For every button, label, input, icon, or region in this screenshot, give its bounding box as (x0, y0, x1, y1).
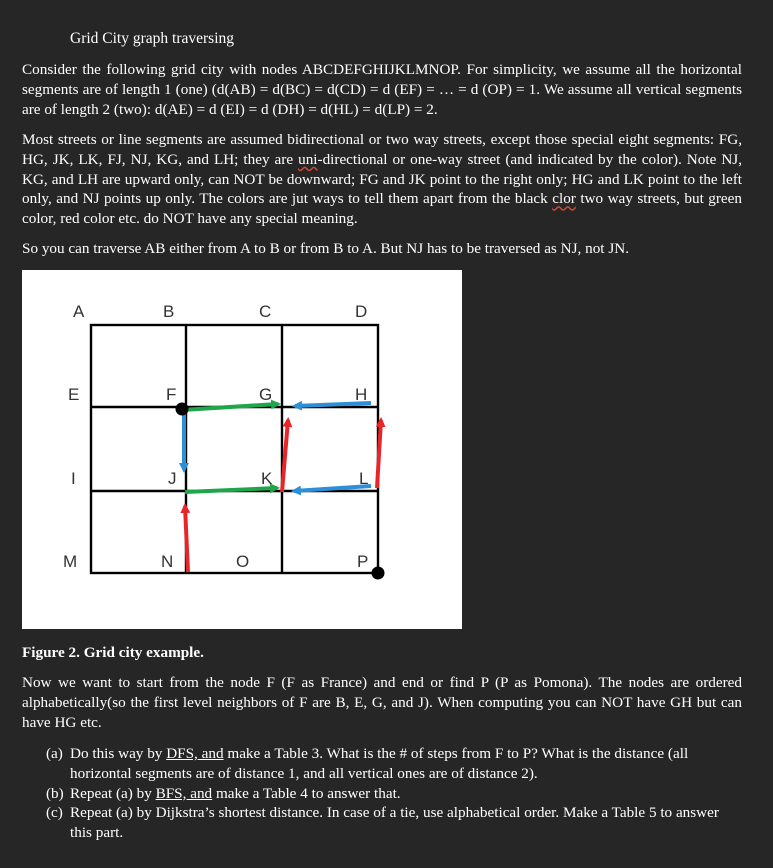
node-label-b: B (163, 302, 175, 321)
question-list (46, 744, 742, 843)
question-label: (a) (46, 745, 63, 762)
node-label-g: G (259, 385, 273, 404)
question-text-part: Do this way by (70, 745, 167, 762)
grid-city-diagram (22, 270, 462, 629)
question-label: (b) (46, 784, 64, 802)
question-item (46, 744, 742, 784)
paragraph-traverse-example: So you can traverse AB either from A to B or from B to A. But NJ has to be traversed as NJ, not JN. (22, 240, 629, 257)
figure-caption: Figure 2. Grid city example. (22, 644, 204, 661)
question-item (46, 784, 742, 804)
paragraph-text: Most streets or line segments are assumed bidirectional or two way streets, except those special eight segments: FG, HG, JK, LK, FJ, NJ, KG, and LH; they are (22, 131, 742, 168)
node-label-a: A (73, 302, 85, 321)
question-text-part: Repeat (a) by Dijkstra’s shortest distance. In case of a tie, use alphabetical order. Make a Table 5 to answer this part. (70, 804, 719, 842)
question-text (70, 803, 742, 843)
paragraph-text: Now we want to start from the node F (F as France) and end or find P (P as Pomona). The nodes are ordered alphabetically(so the first level neighbors of F are B, E, G, and J). When computing you can NOT have GH but can have HG etc. (22, 674, 742, 731)
question-text (70, 744, 742, 784)
spell-flag-word: uni (298, 150, 318, 168)
node-label-p: P (357, 552, 369, 571)
question-text (70, 784, 742, 804)
start-node-marker (176, 403, 189, 416)
end-node-marker (372, 567, 385, 580)
paragraph-text: two way streets, but green color, red color etc. do NOT have any special meaning. (22, 190, 742, 228)
grid-border (91, 325, 378, 573)
document-title: Grid City graph traversing (70, 30, 235, 47)
grid-lines (91, 325, 378, 573)
question-underlined-text: BFS, and (155, 784, 213, 802)
node-label-k: K (261, 469, 273, 488)
node-label-l: L (359, 469, 369, 488)
node-label-m: M (63, 552, 78, 571)
question-label: (c) (46, 804, 63, 822)
node-label-n: N (161, 552, 174, 571)
paragraph-task-description (22, 673, 742, 732)
question-text-part: Repeat (a) by (70, 784, 156, 802)
paragraph-one-way-streets (22, 130, 742, 229)
node-label-e: E (68, 385, 80, 404)
paragraph-text: -directional or one-way street (and indicated by the color). Note NJ, KG, and LH are upward only, can NOT be downward; FG and JK point to the right only; HG and LK point to the left only, and NJ points up only. The colors are jut ways to tell them apart from the black (22, 150, 742, 208)
node-label-f: F (166, 385, 177, 404)
question-underlined-text: DFS, and (166, 745, 224, 762)
node-label-i: I (71, 469, 76, 488)
node-label-j: J (168, 469, 177, 488)
node-label-h: H (355, 385, 368, 404)
node-label-d: D (355, 302, 368, 321)
grid-city-figure (22, 270, 462, 629)
paragraph-grid-description (22, 60, 742, 119)
spell-flag-word: clor (552, 190, 576, 208)
node-label-c: C (259, 302, 272, 321)
question-text-part: make a Table 4 to answer that. (212, 784, 401, 802)
question-item (46, 803, 742, 843)
question-text-part: make a Table 3. What is the # of steps from F to P? What is the distance (all horizontal segments are of distance 1, and all vertical ones are of distance 2). (70, 745, 689, 782)
paragraph-text: Consider the following grid city with nodes ABCDEFGHIJKLMNOP. For simplicity, we assume all the horizontal segments are of length 1 (one) (d(AB) = d(BC) = d(CD) = d (EF) = … = d (OP) = 1. We assume all vertical segments are of length 2 (two): d(AE) = d (EI) = d (DH) = d(HL) = d(LP) = 2. (22, 61, 742, 118)
node-label-o: O (236, 552, 250, 571)
